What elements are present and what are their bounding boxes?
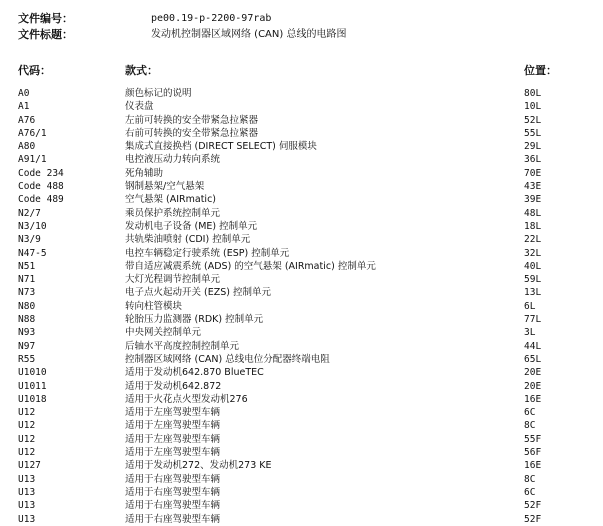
component-position: 16E: [524, 460, 542, 472]
table-row: [0, 499, 603, 512]
component-code: A80: [18, 141, 36, 153]
component-code: A76/1: [18, 127, 47, 139]
component-name: 适用于右座驾驶型车辆: [125, 473, 221, 485]
table-row: [0, 100, 603, 113]
component-name: 仪表盘: [125, 101, 154, 113]
table-row: [0, 87, 603, 100]
header-name: 款式：: [125, 64, 158, 77]
component-position: 10L: [524, 101, 542, 113]
component-name: 电控液压动力转向系统: [125, 154, 221, 166]
table-row: [0, 286, 603, 299]
component-name: 适用于右座驾驶型车辆: [125, 486, 221, 498]
component-name: 发动机电子设备 (ME) 控制单元: [125, 220, 258, 232]
component-code: A0: [18, 88, 30, 99]
component-position: 8C: [524, 473, 536, 485]
component-position: 20E: [524, 367, 542, 379]
component-code: N3/10: [18, 220, 47, 232]
component-position: 48L: [524, 207, 542, 219]
table-row: [0, 180, 603, 193]
component-code: U12: [18, 420, 36, 432]
component-position: 40L: [524, 260, 542, 272]
component-code: Code 488: [18, 181, 64, 193]
component-code: U13: [18, 500, 36, 512]
component-code: U1010: [18, 367, 47, 379]
component-code: U12: [18, 407, 36, 419]
component-code: N73: [18, 287, 36, 299]
component-name: 控制器区域网络 (CAN) 总线电位分配器终端电阻: [125, 353, 330, 365]
component-position: 43E: [524, 181, 542, 193]
doc-title-value: 发动机控制器区域网络 (CAN) 总线的电路图: [151, 29, 347, 40]
component-code: U13: [18, 473, 36, 485]
component-name: 死角辅助: [125, 167, 164, 179]
component-position: 55L: [524, 127, 542, 139]
table-row: [0, 260, 603, 273]
component-name: 空气悬架 (AIRmatic): [125, 194, 216, 206]
component-position: 59L: [524, 274, 542, 286]
table-row: [0, 220, 603, 233]
table-row: [0, 419, 603, 432]
component-position: 70E: [524, 167, 542, 179]
component-code: U12: [18, 447, 36, 459]
component-name: 钢制悬架/空气悬架: [125, 181, 205, 193]
component-position: 65L: [524, 353, 542, 365]
component-code: Code 489: [18, 194, 64, 206]
component-position: 52F: [524, 500, 542, 512]
component-code: U127: [18, 460, 41, 472]
header-code: 代码：: [18, 64, 51, 77]
component-code: U1011: [18, 380, 47, 392]
component-name: 适用于左座驾驶型车辆: [125, 407, 221, 419]
component-code: U1018: [18, 393, 47, 405]
component-code: N93: [18, 327, 36, 339]
table-row: [0, 140, 603, 153]
table-header: [0, 64, 603, 78]
component-position: 16E: [524, 393, 542, 405]
component-position: 6C: [524, 407, 536, 419]
component-name: 颜色标记的说明: [125, 88, 192, 99]
component-name: 电控车辆稳定行驶系统 (ESP) 控制单元: [125, 247, 290, 259]
table-row: [0, 513, 603, 526]
component-position: 39E: [524, 194, 542, 206]
table-row: [0, 167, 603, 180]
table-row: [0, 446, 603, 459]
table-row: [0, 433, 603, 446]
table-row: [0, 406, 603, 419]
component-position: 52F: [524, 513, 542, 525]
table-row: [0, 114, 603, 127]
table-row: [0, 366, 603, 379]
component-name: 共轨柴油喷射 (CDI) 控制单元: [125, 234, 251, 246]
component-name: 适用于右座驾驶型车辆: [125, 513, 221, 525]
component-name: 适用于左座驾驶型车辆: [125, 433, 221, 445]
component-name: 电子点火起动开关 (EZS) 控制单元: [125, 287, 271, 299]
component-code: R55: [18, 353, 36, 365]
component-position: 8C: [524, 420, 536, 432]
component-position: 13L: [524, 287, 542, 299]
component-position: 6L: [524, 300, 536, 312]
component-code: A91/1: [18, 154, 47, 166]
table-row: [0, 353, 603, 366]
component-code: A76: [18, 114, 36, 126]
component-name: 轮胎压力监测器 (RDK) 控制单元: [125, 314, 264, 326]
table-row: [0, 273, 603, 286]
component-code: N51: [18, 260, 36, 272]
component-code: U13: [18, 486, 36, 498]
component-position: 6C: [524, 486, 536, 498]
doc-number-value: pe00.19-p-2200-97rab: [151, 13, 272, 24]
table-row: [0, 340, 603, 353]
component-name: 适用于左座驾驶型车辆: [125, 447, 221, 459]
component-name: 带自适应减震系统 (ADS) 的空气悬架 (AIRmatic) 控制单元: [125, 260, 376, 272]
table-row: [0, 459, 603, 472]
table-row: [0, 300, 603, 313]
component-position: 44L: [524, 340, 542, 352]
component-name: 适用于发动机272、发动机273 KE: [125, 460, 272, 472]
component-code: N2/7: [18, 207, 41, 219]
component-position: 32L: [524, 247, 542, 259]
table-row: [0, 473, 603, 486]
component-code: A1: [18, 101, 30, 113]
table-row: [0, 393, 603, 406]
component-position: 20E: [524, 380, 542, 392]
component-position: 36L: [524, 154, 542, 166]
component-name: 适用于发动机642.872: [125, 380, 222, 392]
component-code: N47-5: [18, 247, 47, 259]
table-row: [0, 153, 603, 166]
component-name: 乘员保护系统控制单元: [125, 207, 221, 219]
component-code: N80: [18, 300, 36, 312]
table-row: [0, 127, 603, 140]
doc-title-label: 文件标题：: [18, 28, 73, 41]
component-code: U12: [18, 433, 36, 445]
component-position: 55F: [524, 433, 542, 445]
component-name: 适用于发动机642.870 BlueTEC: [125, 367, 264, 379]
component-name: 适用于右座驾驶型车辆: [125, 500, 221, 512]
table-row: [0, 193, 603, 206]
component-name: 集成式直接换档 (DIRECT SELECT) 伺服模块: [125, 141, 317, 153]
component-name: 转向柱管模块: [125, 300, 183, 312]
table-row: [0, 380, 603, 393]
component-position: 18L: [524, 220, 542, 232]
component-position: 29L: [524, 141, 542, 153]
table-row: [0, 326, 603, 339]
component-name: 左前可转换的安全带紧急拉紧器: [125, 114, 259, 126]
component-position: 22L: [524, 234, 542, 246]
doc-number-label: 文件编号：: [18, 12, 73, 25]
table-row: [0, 313, 603, 326]
header-position: 位置：: [524, 64, 557, 77]
component-position: 3L: [524, 327, 536, 339]
component-name: 适用于左座驾驶型车辆: [125, 420, 221, 432]
component-code: Code 234: [18, 167, 64, 179]
component-code: U13: [18, 513, 36, 525]
component-position: 77L: [524, 314, 542, 326]
component-name: 右前可转换的安全带紧急拉紧器: [125, 127, 259, 139]
component-position: 56F: [524, 447, 542, 459]
component-name: 中央网关控制单元: [125, 327, 202, 339]
table-row: [0, 207, 603, 220]
component-code: N88: [18, 314, 36, 326]
table-row: [0, 486, 603, 499]
component-position: 52L: [524, 114, 542, 126]
table-row: [0, 233, 603, 246]
component-position: 80L: [524, 88, 542, 99]
component-table: [0, 87, 603, 526]
table-row: [0, 247, 603, 260]
component-name: 大灯光程调节控制单元: [125, 274, 221, 286]
component-name: 后轴水平高度控制控制单元: [125, 340, 240, 352]
component-name: 适用于火花点火型发动机276: [125, 393, 248, 405]
component-code: N97: [18, 340, 36, 352]
component-code: N3/9: [18, 234, 41, 246]
component-code: N71: [18, 274, 36, 286]
